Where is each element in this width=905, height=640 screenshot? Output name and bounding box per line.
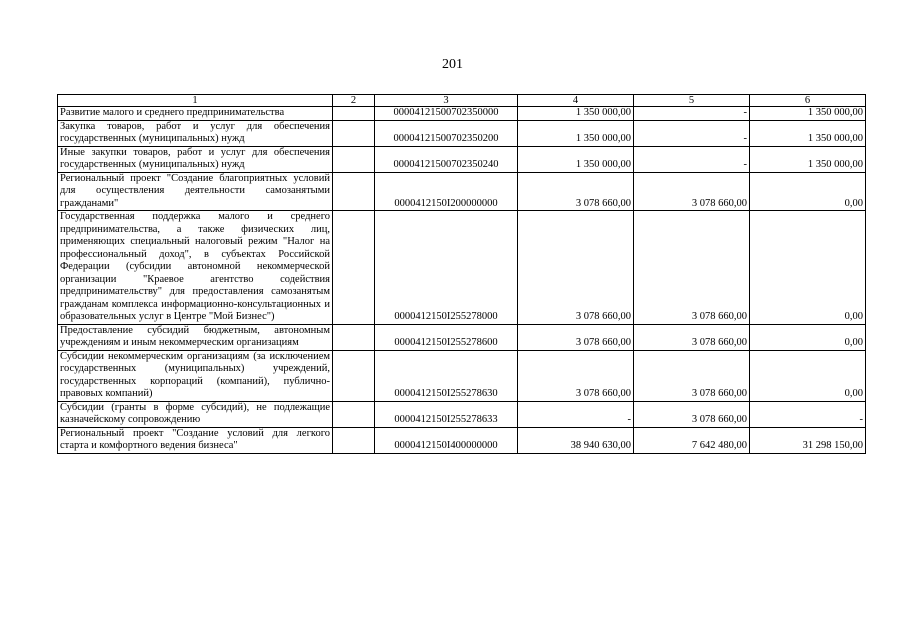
- row-code: 0000412150I200000000: [375, 172, 518, 211]
- row-col2: [333, 146, 375, 172]
- column-header-3: 3: [375, 95, 518, 107]
- row-name: Субсидии некоммерческим организациям (за исключением государственных (муниципальных) учреждений, государственных корпораций (компаний), публично-правовых компаний): [58, 350, 333, 401]
- row-code: 00004121500702350000: [375, 107, 518, 121]
- row-value-6: -: [750, 401, 866, 427]
- row-name: Региональный проект "Создание благоприятных условий для осуществления деятельности самозанятыми гражданами": [58, 172, 333, 211]
- table-header-row: [58, 95, 866, 107]
- column-header-2: 2: [333, 95, 375, 107]
- row-value-5: -: [634, 120, 750, 146]
- row-name: Предоставление субсидий бюджетным, автономным учреждениям и иным некоммерческим организациям: [58, 324, 333, 350]
- row-code: 0000412150I255278000: [375, 211, 518, 325]
- column-header-4: 4: [518, 95, 634, 107]
- row-value-5: 3 078 660,00: [634, 172, 750, 211]
- row-value-4: -: [518, 401, 634, 427]
- row-value-6: 0,00: [750, 172, 866, 211]
- budget-table: [57, 94, 866, 454]
- table-row: [58, 211, 866, 325]
- row-col2: [333, 401, 375, 427]
- row-code: 0000412150I255278600: [375, 324, 518, 350]
- row-col2: [333, 172, 375, 211]
- row-value-6: 0,00: [750, 211, 866, 325]
- row-name: Развитие малого и среднего предпринимательства: [58, 107, 333, 121]
- table-row: [58, 401, 866, 427]
- row-code: 00004121500702350240: [375, 146, 518, 172]
- column-header-1: 1: [58, 95, 333, 107]
- column-header-5: 5: [634, 95, 750, 107]
- row-col2: [333, 427, 375, 453]
- row-value-6: 1 350 000,00: [750, 120, 866, 146]
- row-col2: [333, 120, 375, 146]
- row-value-4: 3 078 660,00: [518, 211, 634, 325]
- row-col2: [333, 324, 375, 350]
- row-code: 0000412150I255278630: [375, 350, 518, 401]
- row-value-4: 1 350 000,00: [518, 107, 634, 121]
- row-value-5: -: [634, 146, 750, 172]
- row-code: 00004121500702350200: [375, 120, 518, 146]
- row-value-4: 3 078 660,00: [518, 324, 634, 350]
- column-header-6: 6: [750, 95, 866, 107]
- row-value-5: 3 078 660,00: [634, 211, 750, 325]
- table-row: [58, 324, 866, 350]
- row-value-5: 3 078 660,00: [634, 401, 750, 427]
- row-code: 0000412150I255278633: [375, 401, 518, 427]
- row-code: 0000412150I400000000: [375, 427, 518, 453]
- row-col2: [333, 107, 375, 121]
- table-row: [58, 107, 866, 121]
- table-row: [58, 172, 866, 211]
- row-name: Субсидии (гранты в форме субсидий), не подлежащие казначейскому сопровождению: [58, 401, 333, 427]
- table-row: [58, 120, 866, 146]
- table-row: [58, 146, 866, 172]
- row-value-4: 1 350 000,00: [518, 120, 634, 146]
- row-value-4: 1 350 000,00: [518, 146, 634, 172]
- row-col2: [333, 211, 375, 325]
- row-value-4: 3 078 660,00: [518, 172, 634, 211]
- row-value-5: 7 642 480,00: [634, 427, 750, 453]
- row-name: Региональный проект "Создание условий для легкого старта и комфортного ведения бизнеса": [58, 427, 333, 453]
- row-value-6: 1 350 000,00: [750, 146, 866, 172]
- row-col2: [333, 350, 375, 401]
- table-row: [58, 350, 866, 401]
- row-value-5: -: [634, 107, 750, 121]
- row-value-6: 1 350 000,00: [750, 107, 866, 121]
- row-name: Иные закупки товаров, работ и услуг для обеспечения государственных (муниципальных) нужд: [58, 146, 333, 172]
- row-value-6: 31 298 150,00: [750, 427, 866, 453]
- row-value-5: 3 078 660,00: [634, 324, 750, 350]
- page-number: 201: [442, 57, 463, 72]
- row-value-6: 0,00: [750, 324, 866, 350]
- row-name: Закупка товаров, работ и услуг для обеспечения государственных (муниципальных) нужд: [58, 120, 333, 146]
- row-name: Государственная поддержка малого и среднего предпринимательства, а также физических лиц, применяющих специальный налоговый режим "Налог на профессиональный доход", в субъектах Российской Федерации (субсидии автономной некоммерческой организации "Краевое агентство содействия предпринимательству" для предоставления самозанятым гражданам комплекса информационно-консультационных и образовательных услуг в Центре "Мой Бизнес"): [58, 211, 333, 325]
- row-value-4: 38 940 630,00: [518, 427, 634, 453]
- table-row: [58, 427, 866, 453]
- row-value-4: 3 078 660,00: [518, 350, 634, 401]
- row-value-6: 0,00: [750, 350, 866, 401]
- row-value-5: 3 078 660,00: [634, 350, 750, 401]
